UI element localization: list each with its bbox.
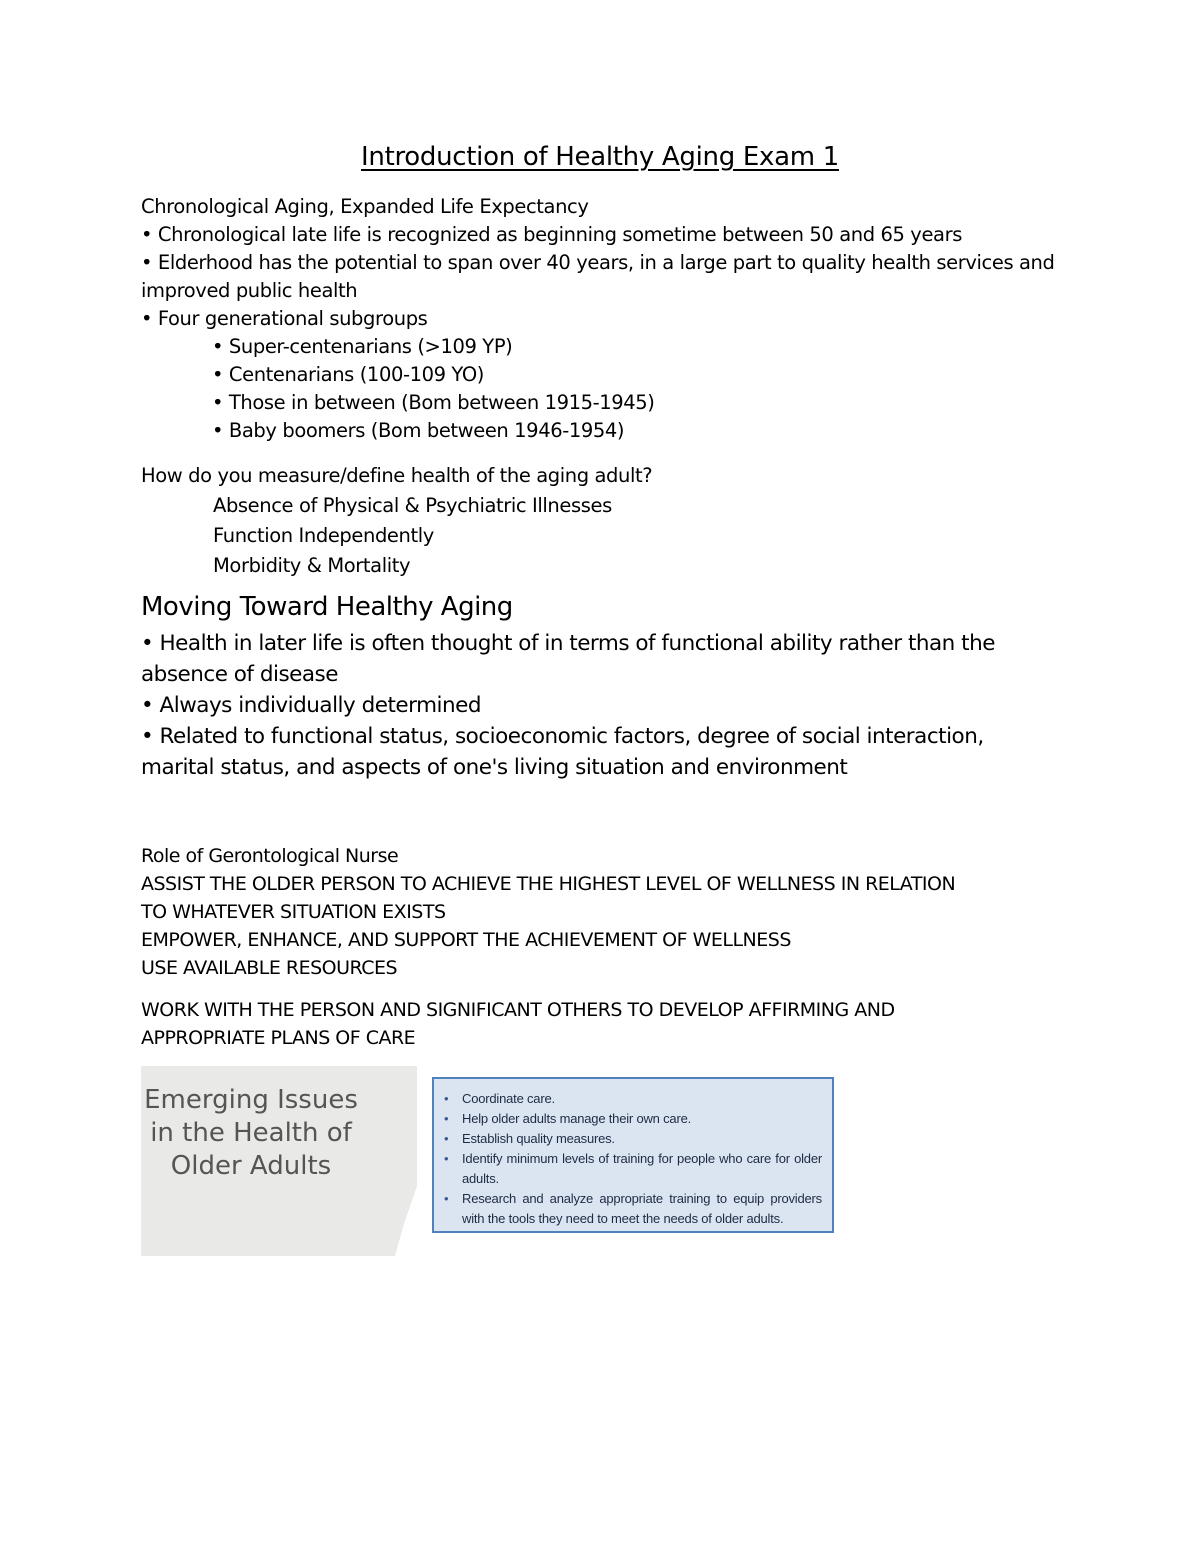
role-line: TO WHATEVER SITUATION EXISTS — [141, 901, 446, 923]
list-item: • Related to functional status, socioeconomic factors, degree of social interaction, — [141, 724, 984, 749]
care-action-item: • Research and analyze appropriate training to equip providers with the tools they need to meet the needs of older adults. — [462, 1189, 822, 1229]
list-item: • Health in later life is often thought of in terms of functional ability rather than the — [141, 631, 995, 656]
moving-toward-section — [141, 628, 1041, 783]
care-actions-list — [462, 1089, 822, 1229]
role-heading: Role of Gerontological Nurse — [141, 845, 399, 867]
sub-list-item: • Super-centenarians (>109 YP) — [212, 335, 513, 358]
care-action-item: • Coordinate care. — [462, 1089, 822, 1109]
emerging-line: in the Health of — [150, 1118, 352, 1148]
measure-item: Morbidity & Mortality — [213, 554, 411, 577]
list-item: • Chronological late life is recognized as beginning sometime between 50 and 65 years — [141, 223, 962, 246]
measure-question: How do you measure/define health of the aging adult? — [141, 464, 653, 487]
care-action-item: • Identify minimum levels of training for people who care for older adults. — [462, 1149, 822, 1189]
section-heading: Chronological Aging, Expanded Life Expectancy — [141, 195, 589, 218]
list-item-continuation: marital status, and aspects of one's living situation and environment — [141, 755, 848, 780]
moving-heading: Moving Toward Healthy Aging — [141, 592, 513, 622]
measure-item: Absence of Physical & Psychiatric Illnesses — [213, 494, 612, 517]
list-item-continuation: improved public health — [141, 279, 358, 302]
role-line: APPROPRIATE PLANS OF CARE — [141, 1027, 416, 1049]
role-line: EMPOWER, ENHANCE, AND SUPPORT THE ACHIEVEMENT OF WELLNESS — [141, 929, 791, 951]
page-title: Introduction of Healthy Aging Exam 1 — [361, 142, 839, 172]
care-action-item: • Help older adults manage their own care. — [462, 1109, 822, 1129]
measure-item: Function Independently — [213, 524, 434, 547]
role-line: ASSIST THE OLDER PERSON TO ACHIEVE THE HIGHEST LEVEL OF WELLNESS IN RELATION — [141, 873, 956, 895]
sub-list-item: • Centenarians (100-109 YO) — [212, 363, 485, 386]
image-edge-decoration — [395, 1186, 417, 1256]
emerging-line: Older Adults — [170, 1151, 332, 1181]
emerging-issues-image — [141, 1066, 417, 1256]
chronological-aging-section — [141, 193, 1071, 445]
role-line: USE AVAILABLE RESOURCES — [141, 957, 398, 979]
role-section — [141, 842, 1081, 1052]
list-item: • Always individually determined — [141, 693, 481, 718]
list-item-continuation: absence of disease — [141, 662, 338, 687]
list-item: • Elderhood has the potential to span over 40 years, in a large part to quality health services and — [141, 251, 1055, 274]
sub-list-item: • Those in between (Bom between 1915-1945) — [212, 391, 655, 414]
care-action-item: • Establish quality measures. — [462, 1129, 822, 1149]
list-item: • Four generational subgroups — [141, 307, 428, 330]
emerging-issues-title — [141, 1084, 361, 1183]
care-actions-box — [432, 1077, 834, 1233]
emerging-line: Emerging Issues — [144, 1085, 358, 1115]
sub-list-item: • Baby boomers (Bom between 1946-1954) — [212, 419, 625, 442]
measure-health-section — [141, 461, 1071, 581]
role-line: WORK WITH THE PERSON AND SIGNIFICANT OTHERS TO DEVELOP AFFIRMING AND — [141, 999, 895, 1021]
